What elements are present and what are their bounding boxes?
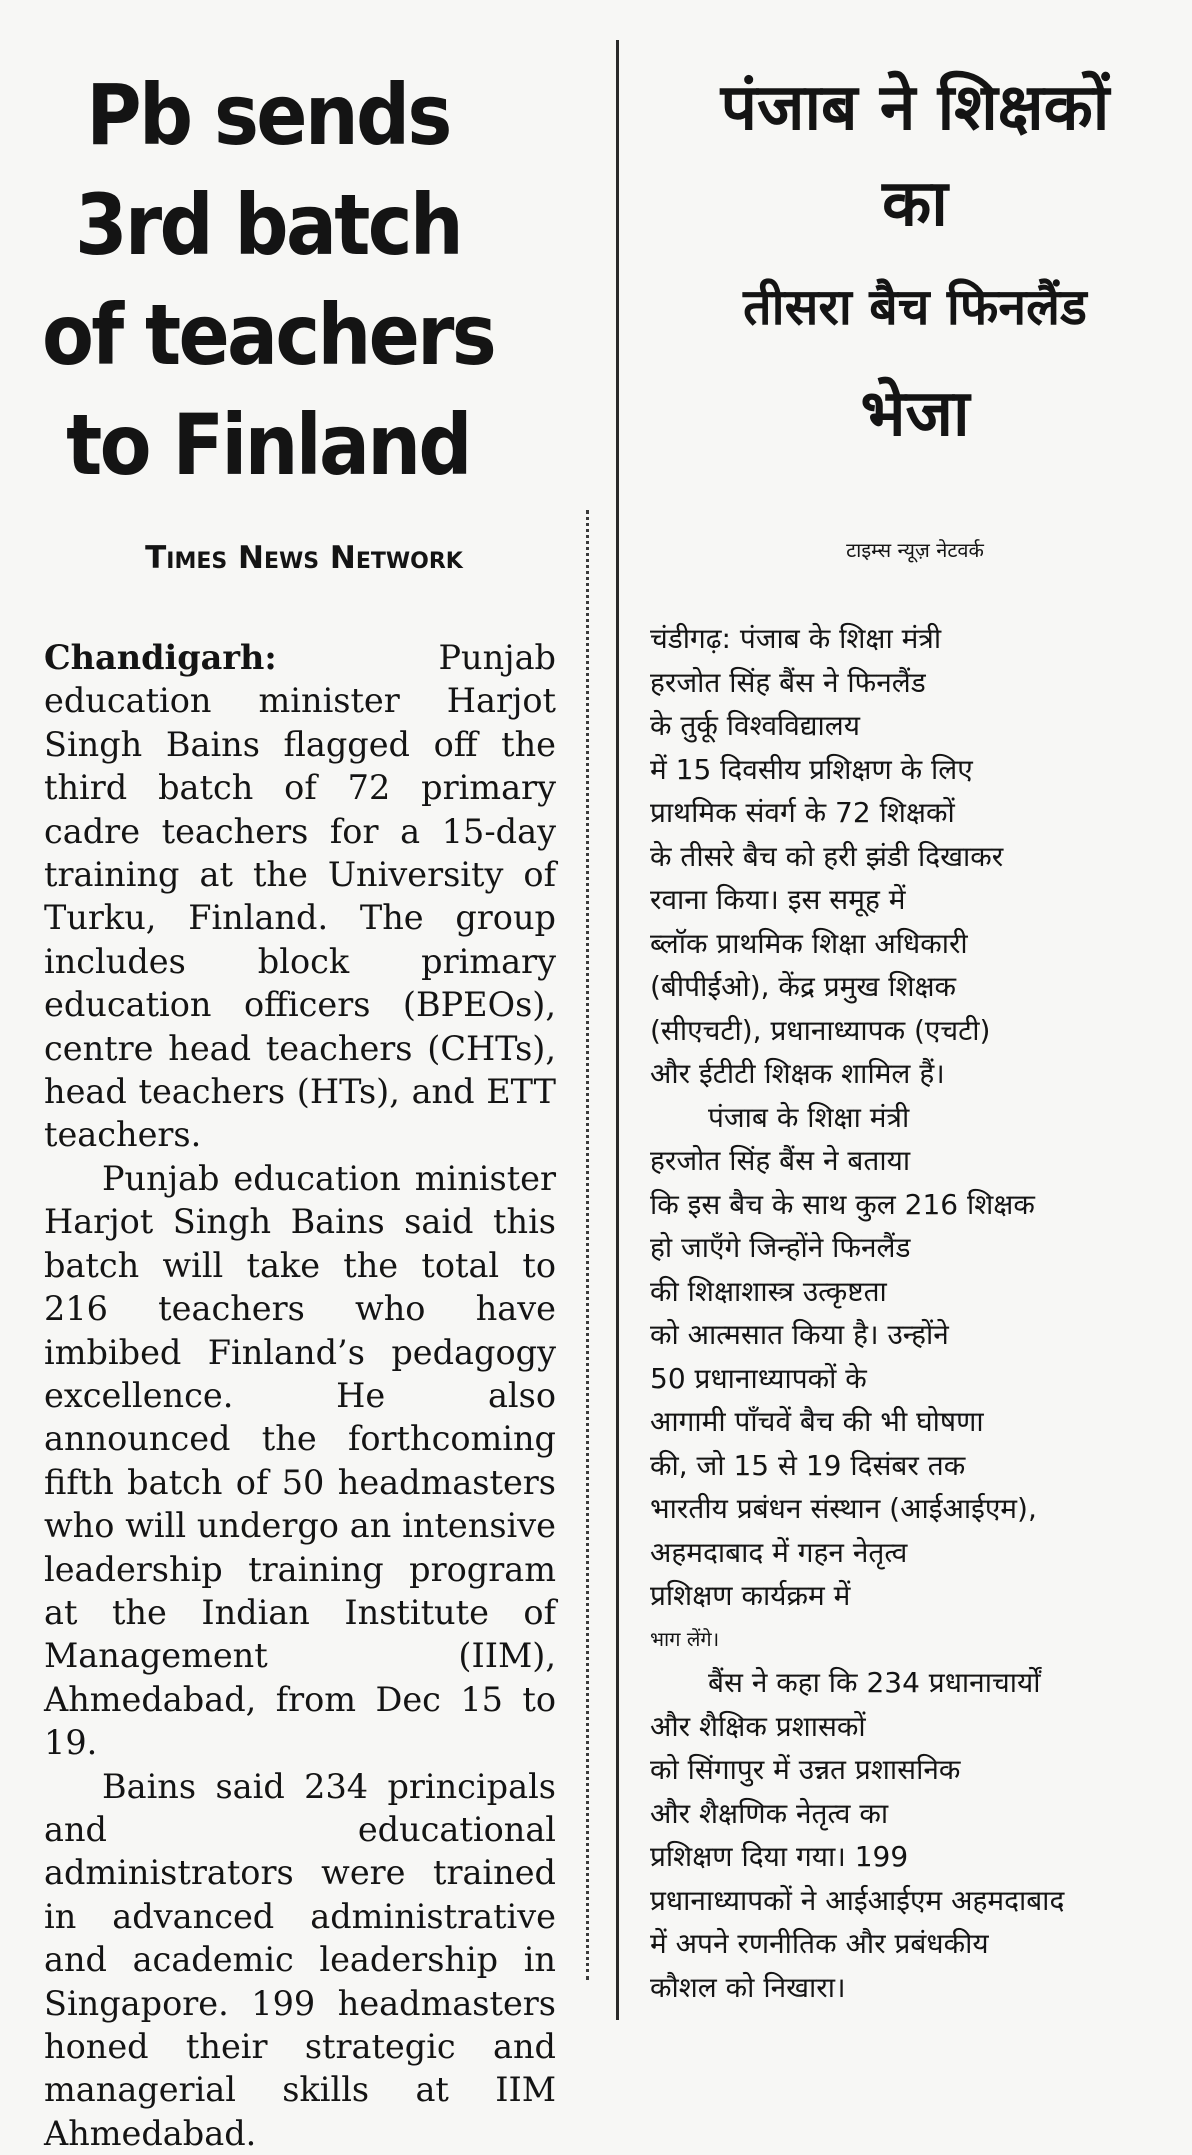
english-paragraph-1 <box>44 636 556 1157</box>
hindi-line: (बीपीईओ), केंद्र प्रमुख शिक्षक <box>650 970 957 1003</box>
dateline: Chandigarh: <box>44 638 277 677</box>
hindi-line: चंडीगढ़: पंजाब के शिक्षा मंत्री <box>650 622 942 655</box>
hindi-line: प्राथमिक संवर्ग के 72 शिक्षकों <box>650 796 955 829</box>
hindi-line: की, जो 15 से 19 दिसंबर तक <box>650 1448 966 1482</box>
hindi-line: के तीसरे बैच को हरी झंडी दिखाकर <box>650 839 1004 873</box>
hindi-line: और शैक्षणिक नेतृत्व का <box>650 1796 889 1830</box>
hindi-line: 50 प्रधानाध्यापकों के <box>650 1361 867 1395</box>
column-divider <box>616 40 619 2020</box>
hindi-headline-line-3: तीसरा बैच फिनलैंड <box>743 278 1087 336</box>
hindi-headline <box>650 60 1180 466</box>
hindi-line: में 15 दिवसीय प्रशिक्षण के लिए <box>650 752 973 786</box>
hindi-line: और ईटीटी शिक्षक शामिल हैं। <box>650 1057 945 1090</box>
english-column <box>0 0 560 2153</box>
hindi-line: कौशल को निखारा। <box>650 1970 846 2004</box>
hindi-line: अहमदाबाद में गहन नेतृत्व <box>650 1535 908 1569</box>
hindi-line: प्रशिक्षण कार्यक्रम में <box>650 1579 851 1612</box>
hindi-line: पंजाब के शिक्षा मंत्री <box>708 1100 910 1134</box>
hindi-line: के तुर्कू विश्वविद्यालय <box>650 709 860 742</box>
hindi-line: ब्लॉक प्राथमिक शिक्षा अधिकारी <box>650 926 968 960</box>
hindi-line: प्रधानाध्यापकों ने आईआईएम अहमदाबाद <box>650 1883 1065 1917</box>
hindi-byline: टाइम्स न्यूज़ नेटवर्क <box>846 538 984 562</box>
hindi-line: की शिक्षाशास्त्र उत्कृष्टता <box>650 1274 887 1308</box>
hindi-line: हरजोत सिंह बैंस ने बताया <box>650 1144 911 1177</box>
english-article-body <box>44 636 556 2155</box>
hindi-line: प्रशिक्षण दिया गया। 199 <box>650 1840 909 1873</box>
hindi-article-body <box>650 617 1190 2009</box>
english-paragraph-3: Bains said 234 principals and educational administrators were trained in advanced administrative and academic leadership in Singapore. 199 headmasters honed their strategic and managerial skills at IIM Ahmedabad. <box>44 1766 556 2153</box>
english-paragraph-1-text: Punjab education minister Harjot Singh Bains flagged off the third batch of 72 primary cadre teachers for a 15-day training at the University of Turku, Finland. The group includes block primary education officers (BPEOs), centre head teachers (CHTs), head teachers (HTs), and ETT teachers. <box>44 638 556 1155</box>
hindi-line: रवाना किया। इस समूह में <box>650 883 906 916</box>
hindi-line: कि इस बैच के साथ कुल 216 शिक्षक <box>650 1187 1035 1221</box>
hindi-line: भारतीय प्रबंधन संस्थान (आईआईएम), <box>650 1492 1037 1525</box>
hindi-headline-line-2: का <box>882 167 948 241</box>
english-paragraph-2: Punjab education minister Harjot Singh Bains said this batch will take the total to 216 teachers who have imbibed Finland’s pedagogy excellence. He also announced the forthcoming fifth batch of 50 headmasters who will undergo an intensive leadership training program at the Indian Institute of Management (IIM), Ahmedabad, from Dec 15 to 19. <box>44 1158 556 1763</box>
hindi-line: बैंस ने कहा कि 234 प्रधानाचार्यों <box>708 1666 1041 1699</box>
hindi-line: और शैक्षिक प्रशासकों <box>650 1709 866 1743</box>
hindi-headline-line-1: पंजाब ने शिक्षकों <box>720 71 1110 145</box>
hindi-line: को आत्मसात किया है। उन्होंने <box>650 1318 949 1351</box>
hindi-column <box>620 0 1192 2048</box>
hindi-line: को सिंगापुर में उन्नत प्रशासनिक <box>650 1753 961 1786</box>
hindi-headline-line-4: भेजा <box>860 377 970 451</box>
dotted-column-rule <box>586 510 589 1980</box>
hindi-line: आगामी पाँचवें बैच की भी घोषणा <box>650 1405 984 1438</box>
english-headline: Pb sends 3rd batch of teachers to Finland <box>41 66 495 494</box>
english-byline: Times News Network <box>145 540 463 576</box>
hindi-line: (सीएचटी), प्रधानाध्यापक (एचटी) <box>650 1013 991 1047</box>
hindi-line: भाग लेंगे। <box>650 1626 720 1651</box>
hindi-line: हो जाएँगे जिन्होंने फिनलैंड <box>650 1231 911 1264</box>
hindi-line: हरजोत सिंह बैंस ने फिनलैंड <box>650 665 926 699</box>
hindi-line: में अपने रणनीतिक और प्रबंधकीय <box>650 1927 989 1960</box>
